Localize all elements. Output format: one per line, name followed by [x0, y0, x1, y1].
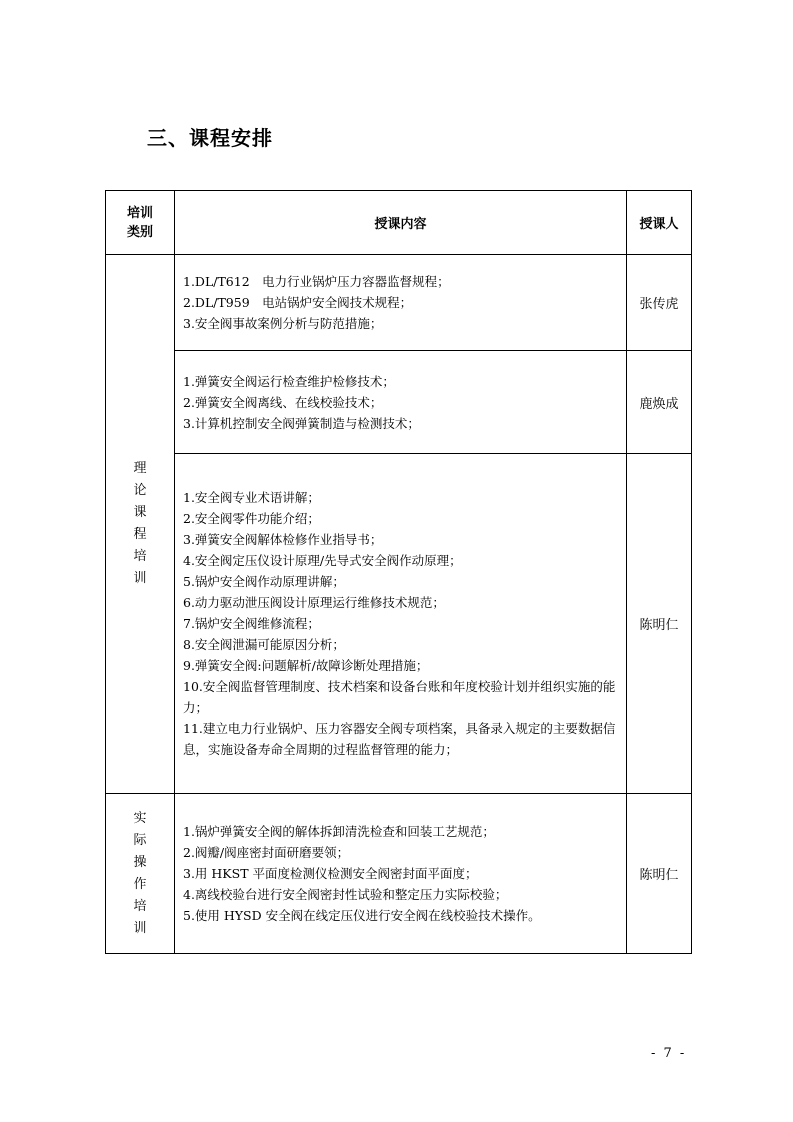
content-line: 1.DL/T612 电力行业锅炉压力容器监督规程； — [183, 274, 450, 289]
course-content — [175, 794, 627, 954]
category-theory: 理 论 课 程 培 训 — [106, 255, 175, 794]
content-line: 8.安全阀泄漏可能原因分析； — [183, 637, 345, 652]
content-line: 2.弹簧安全阀离线、在线校验技术； — [183, 394, 383, 410]
content-line: 3.弹簧安全阀解体检修作业指导书； — [183, 532, 383, 547]
content-line: 10.安全阀监督管理制度、技术档案和设备台账和年度校验计划并组织实施的能力； — [183, 679, 616, 715]
course-schedule-table — [105, 190, 692, 954]
table-row — [106, 794, 692, 954]
course-content — [175, 454, 627, 794]
content-line: 5.使用 HYSD 安全阀在线定压仪进行安全阀在线校验技术操作。 — [183, 908, 541, 923]
content-line: 3.用 HKST 平面度检测仪检测安全阀密封面平面度； — [183, 866, 478, 881]
teacher-name: 陈明仁 — [627, 454, 692, 794]
content-line: 2.安全阀零件功能介绍； — [183, 511, 320, 526]
content-line: 6.动力驱动泄压阀设计原理运行维修技术规范； — [183, 595, 445, 610]
table-row — [106, 454, 692, 794]
category-practice: 实 际 操 作 培 训 — [106, 794, 175, 954]
content-line: 3.计算机控制安全阀弹簧制造与检测技术； — [183, 415, 420, 431]
content-line: 11.建立电力行业锅炉、压力容器安全阀专项档案，具备录入规定的主要数据信息，实施设备寿命全周期的过程监督管理的能力； — [183, 721, 616, 757]
table-header-row — [106, 191, 692, 255]
course-content — [175, 351, 627, 454]
content-line: 4.安全阀定压仪设计原理/先导式安全阀作动原理； — [183, 553, 462, 568]
content-line: 5.锅炉安全阀作动原理讲解； — [183, 574, 345, 589]
header-content: 授课内容 — [175, 191, 627, 255]
teacher-name: 鹿焕成 — [627, 351, 692, 454]
content-line: 1.安全阀专业术语讲解； — [183, 490, 320, 505]
header-category-line1: 培训 — [126, 205, 153, 221]
content-line: 7.锅炉安全阀维修流程； — [183, 616, 320, 631]
course-content — [175, 255, 627, 351]
teacher-name: 张传虎 — [627, 255, 692, 351]
header-category-line2: 类别 — [126, 224, 153, 240]
table-row — [106, 351, 692, 454]
table-row — [106, 255, 692, 351]
content-line: 1.弹簧安全阀运行检查维护检修技术； — [183, 373, 395, 389]
content-line: 1.锅炉弹簧安全阀的解体拆卸清洗检查和回装工艺规范； — [183, 824, 495, 839]
content-line: 9.弹簧安全阀:问题解析/故障诊断处理措施； — [183, 658, 429, 673]
content-line: 3.安全阀事故案例分析与防范措施； — [183, 316, 383, 331]
content-line: 2.阀瓣/阀座密封面研磨要领； — [183, 845, 350, 860]
page-title: 三、课程安排 — [147, 126, 273, 150]
header-teacher: 授课人 — [627, 191, 692, 255]
page-number: - 7 - — [651, 1046, 687, 1061]
content-line: 2.DL/T959 电站锅炉安全阀技术规程； — [183, 295, 413, 310]
teacher-name: 陈明仁 — [627, 794, 692, 954]
header-category — [106, 191, 175, 255]
content-line: 4.离线校验台进行安全阀密封性试验和整定压力实际校验； — [183, 887, 508, 902]
